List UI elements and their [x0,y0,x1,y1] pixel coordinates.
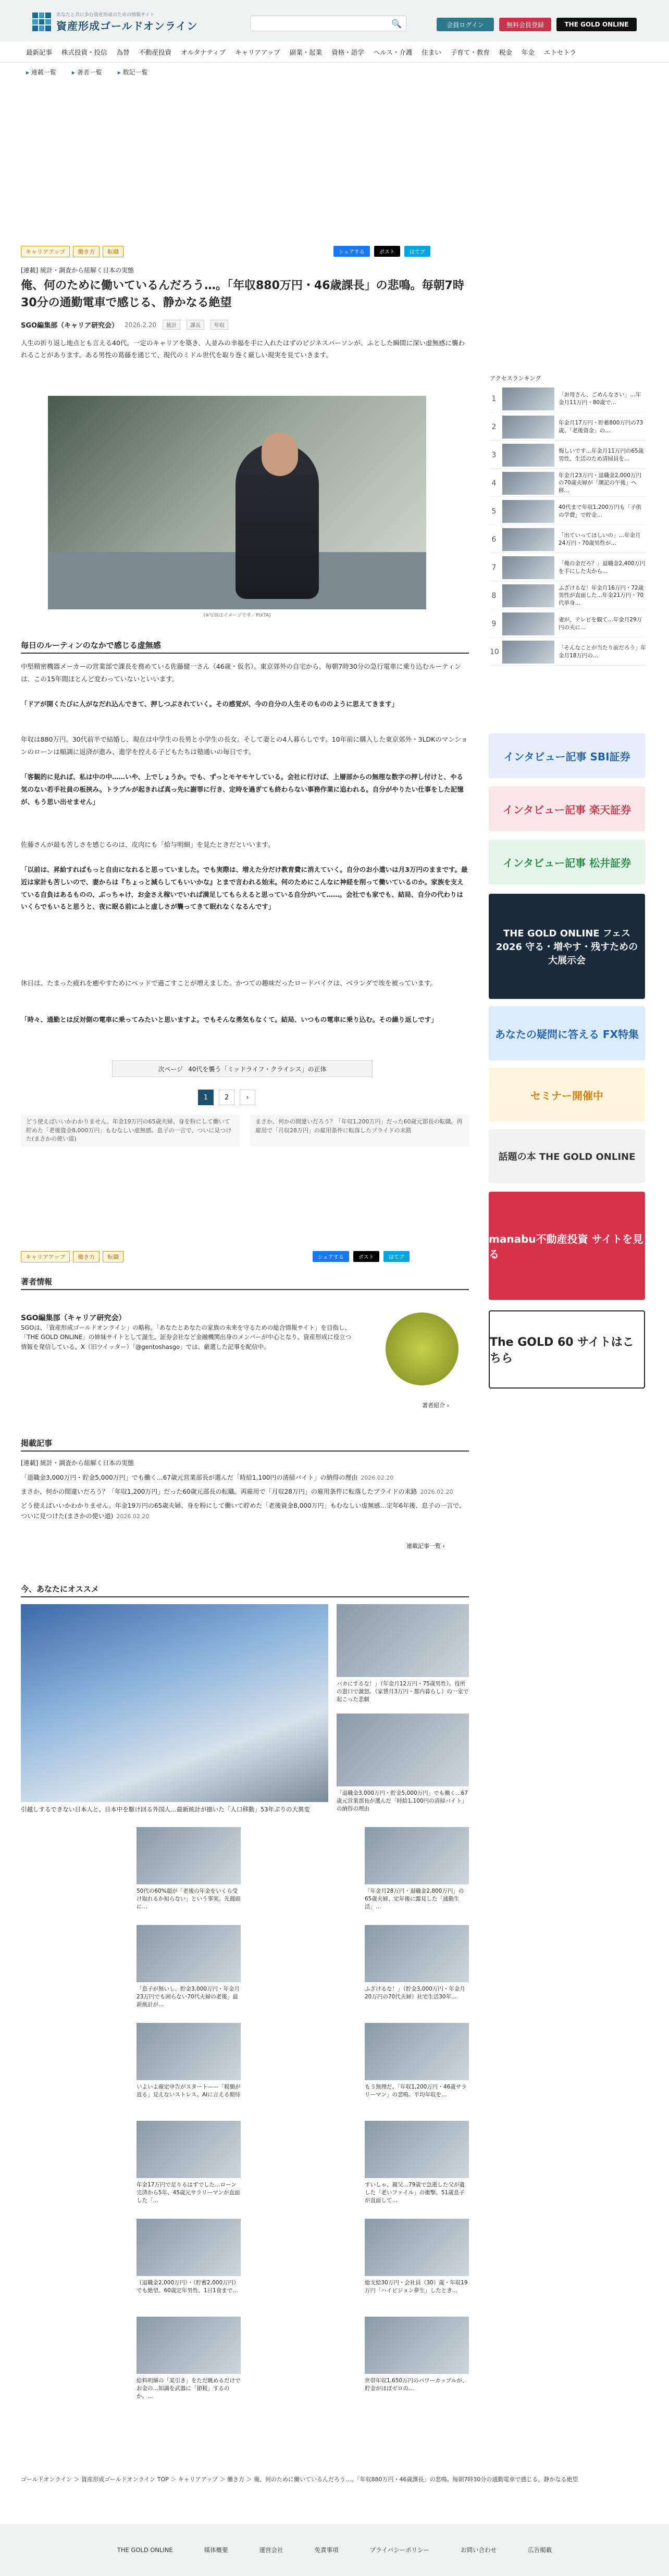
author-name[interactable]: SGO編集部（キャリア研究会） [21,1314,126,1322]
ranking-item[interactable]: 5 40代まで年収1,200万円も「子供の学費」で貯金… [490,498,646,525]
nav-item[interactable]: 最新記事 [26,48,53,56]
publish-date: 2026.2.20 [125,321,157,329]
body-paragraph: 中堅精密機器メーカーの営業部で課長を務めている佐藤健一さん（46歳・仮名）。東京郊外の自宅から、毎朝7時30分の急行電車に乗り込むルーティンは、この15年間ほとんど変わっていないといいます。 [21,662,461,683]
footer-link[interactable]: お問い合わせ [461,2546,497,2554]
nav-item[interactable]: オルタナティブ [181,48,226,56]
ranking-title: ふざけるな！年金月16万円・72歳男性が直面した…年金21万円・70代単身… [559,585,644,606]
nav-item[interactable]: 副業・起業 [289,48,323,56]
gold60-banner[interactable]: The GOLD 60 サイトはこちら [489,1310,645,1389]
nav-item[interactable]: 為替 [116,48,130,56]
sub-nav [26,68,287,80]
hatena-bookmark-button[interactable]: はてブ [383,1251,410,1262]
recommend-thumb[interactable] [365,1925,469,1982]
author-avatar [386,1312,459,1385]
recommend-thumb[interactable] [365,2317,469,2374]
recommend-thumb[interactable] [137,2219,241,2276]
related-heading: 掲載記事 [21,1437,469,1452]
main-nav [0,42,669,62]
ranking-title: 「俺の金だろ？」退職金2,400万円を手にした夫から… [559,560,646,574]
related-date: 2026.02.20 [361,1474,394,1481]
related-title: どう使えばいいかわかりません。年金19万円の65歳夫婦、身を粉にして働いて貯めた「老後資金8,000万円」もむなしい虚無感…定年6年後、息子の一言で、ついに見つけた(まさかの使い道) [21,1502,466,1520]
recommend-title[interactable]: ふざけるな！」（貯金3,000万円・年金月20万円の70代夫婦）社宅生活30年… [365,1986,465,2000]
ranking-thumb [502,641,554,664]
ranking-title: 「お母さん、ごめんなさい」…年金月11万円・80歳で… [559,392,641,406]
article-title: 俺、何のために働いているんだろう…。「年収880万円・46歳課長」の悲鳴。毎朝7時30分の通勤電車で感じる、静かなる絶望 [21,279,464,309]
footer-breadcrumb[interactable]: ゴールドオンライン ＞ 資産形成ゴールドオンライン TOP ＞ キャリアアップ ＞ 働き方 ＞ 俺、何のために働いているんだろう…。「年収880万円・46歳課長」の悲鳴。毎朝7時30分の通勤電車で感じる、静かなる絶望 [21,2476,578,2483]
page-next-icon[interactable]: › [240,1090,255,1105]
page-2[interactable]: 2 [219,1090,234,1105]
ranking-item[interactable]: 4 年金月23万円・退職金2,000万円の70歳夫婦が「潮記の午後」へ移… [490,470,646,497]
tag[interactable]: 転職 [103,1251,123,1262]
recommend-heading: 今、あなたにオススメ [21,1583,469,1597]
tag[interactable]: 転職 [103,246,123,257]
quote-paragraph: 「ドアが開くたびに人がなだれ込んできて、押しつぶされていく。その感覚が、今の自分の人生そのもののように思えてきます」 [21,700,399,708]
recommend-thumb[interactable] [137,2317,241,2374]
ranking-thumb [502,444,554,467]
manabu-banner[interactable]: manabu不動産投資 サイトを見る [489,1192,645,1300]
books-banner[interactable]: 話題の本 THE GOLD ONLINE [489,1129,645,1183]
ranking-item[interactable]: 2 年金月17万円・貯蓄800万円の73歳、「老後資金」の… [490,414,646,441]
tag[interactable]: 働き方 [73,246,100,257]
recommend-title[interactable]: バカにするな！」（年金月12万円・75歳男性）。役所の窓口で激怒。（家賃月3万円・都内暮らし）の一室で起こった悲劇 [337,1681,469,1703]
prev-article-link[interactable]: どう使えばいいかわかりません。年金19万円の65歳夫婦、身を粉にして働いて貯めた「老後資金8,000万円」もむなしい虚無感。息子の一言で、ついに見つけた(まさかの使い道) [21,1115,240,1147]
recommend-thumb[interactable] [137,2121,241,2178]
tag[interactable]: 働き方 [73,1251,100,1262]
ranking-title: 「出ていってほしいの」…年金月24万円・70歳男性が… [559,532,641,546]
recommend-title[interactable]: いよいよ確定申告がスタート——「税額が返る」見えないストレス。AIに言える期待 [137,2084,241,2098]
recommend-title[interactable]: 年金17万円で足りるはずでした…ローン完済から5年、45歳元サラリーマンが直面した「… [137,2182,240,2204]
recommend-title[interactable]: 引越しするできない日本人と。日本中を駆け回る外国人…最新統計が描いた「人口移動」53年ぶりの大異変 [21,1806,311,1813]
related-list [21,1473,469,1521]
x-share-button[interactable]: ポスト [353,1251,379,1262]
recommend-title[interactable]: 「退職金3,000万円・貯金5,000万円」でも働く…67歳元営業部長が選んだ「時給1,100円の清掃バイト」の納得の理由 [337,1790,468,1812]
footer-link[interactable]: プライバシーポリシー [369,2546,430,2554]
recommend-title[interactable]: 世帯年収1,650万円のパワーカップルが、貯金がほぼゼロの… [365,2378,468,2392]
keyword-tag[interactable]: 課長 [187,320,204,330]
related-date: 2026.02.20 [116,1512,150,1520]
recommend-thumb[interactable] [337,1604,469,1677]
nav-item[interactable]: 不動産投資 [139,48,172,56]
prev-next-articles [21,1115,469,1147]
ranking-thumb [502,556,554,579]
ranking-title: 年金月23万円・退職金2,000万円の70歳夫婦が「潮記の午後」へ移… [559,472,641,494]
ranking-thumb [502,500,554,523]
recommend-title[interactable]: 50代の60%超が「老後の年金をいくら受け取れるか知らない」という事実。先週頭に… [137,1888,241,1910]
ranking-thumb [502,612,554,635]
nav-item[interactable]: 資格・語学 [331,48,364,56]
recommend-title[interactable]: （退職金2,000万円）・（貯蓄2,000万円）でも絶望。60歳定年男性、1日1食まで… [137,2280,239,2294]
author-more-link[interactable]: 著者紹介 › [422,1402,449,1409]
footer-link[interactable]: 運営会社 [259,2546,283,2554]
facebook-share-button[interactable]: シェアする [333,246,370,257]
seminar-banner[interactable]: セミナー開催中 [489,1068,645,1122]
ranking-thumb [502,584,554,607]
ranking-item[interactable]: 9 妻が、テレビを観て…年金月29万円の夫に… [490,610,646,637]
recommend-title[interactable]: もう無理だ。「年収1,200万円・46歳サラリーマン」の悲鳴。平均年収を… [365,2084,467,2098]
x-share-button[interactable]: ポスト [374,246,400,257]
pagination [198,1090,255,1105]
site-footer [0,2524,669,2576]
register-button[interactable]: 無料会員登録 [499,18,551,31]
quote-paragraph: 「客観的に見れば、私は中の中……いや、上でしょうか。でも、ずっとモヤモヤしている。会社に行けば、上層部からの無理な数字の押し付けと、やる気のない若手社員の板挟み。トラブルが起きれば真っ先に謝罪に行き、定時を過ぎても終わらない事務作業に追われる。自分がやりたい仕事をした記憶が、もう思い出せません」 [21,773,464,806]
author-link[interactable]: SGO編集部（キャリア研究会） [21,322,119,330]
fx-banner[interactable]: あなたの疑問に答える FX特集 [489,1006,645,1060]
next-article-link[interactable]: まさか、何かの間違いだろう？「年収1,200万円」だった60歳元部長の転職。再雇用で「月収28万円」の雇用条件に転落したプライドの末路 [250,1115,469,1147]
next-page-link[interactable] [112,1060,373,1077]
ranking-thumb [502,416,554,439]
body-paragraph: 年収は880万円。30代前半で結婚し、現在は中学生の長男と小学生の長女。そして妻との4人暮らしです。10年前に購入した東京郊外・3LDKのマンションのローンは順調に返済が進み、進学を控える子どもたちは塾通いの毎日です。 [21,735,468,756]
footer-link[interactable]: 広告掲載 [528,2546,552,2554]
tag[interactable]: キャリアアップ [21,1251,70,1262]
related-item[interactable] [21,1501,469,1521]
recommend-thumb[interactable] [337,1714,469,1786]
nav-item[interactable]: キャリアアップ [235,48,280,56]
recommend-title[interactable]: 給料明細の「某引き」をただ眺めるだけでお金の…知識を武器に「節税」するのか。… [137,2378,241,2400]
ranking-title: 妻が、テレビを観て…年金月29万円の夫に… [559,617,642,631]
recommend-thumb[interactable] [365,2219,469,2276]
article-tags [21,246,123,257]
ranking-item[interactable]: 6 「出ていってほしいの」…年金月24万円・70歳男性が… [490,526,646,553]
recommend-title[interactable]: すいしゃ、親父…79歳で急逝した父が遺した「老いファイル」の衝撃。51歳息子が直面して… [365,2182,465,2204]
facebook-share-button[interactable]: シェアする [313,1251,349,1262]
recommend-thumb[interactable] [137,2023,241,2080]
next-page-title: 40代を襲う「ミッドライフ・クライシス」の正体 [188,1065,327,1073]
recommend-title[interactable]: 「年金月28万円・退職金2,800万円」の65歳夫婦、定年後に露見した「通勤生活」… [365,1888,464,1910]
related-date: 2026.02.20 [420,1489,453,1496]
recommend-thumb[interactable] [365,2121,469,2178]
share-buttons-bottom [313,1251,410,1262]
related-item[interactable] [21,1473,469,1483]
ranking-item[interactable]: 1 「お母さん、ごめんなさい」…年金月11万円・80歳で… [490,385,646,412]
nav-item[interactable]: 子育て・教育 [450,48,490,56]
recommend-title[interactable]: 総支給30万円・会社員（30）歳・年収19万円「ハイビジョン夢生」したとき… [365,2280,468,2294]
logo-name: 資産形成ゴールドオンライン [56,20,198,32]
ranking-title: 「そんなことが当たり前だろう」年金月18万円の… [559,645,646,659]
sbi-banner[interactable]: インタビュー記事 SBI証券 [489,733,645,778]
recommend-thumb[interactable] [137,1827,241,1884]
ranking-title: 40代まで年収1,200万円も「子供の学費」で貯金… [559,504,641,518]
gold-online-button[interactable]: THE GOLD ONLINE [556,18,637,31]
related-series[interactable]: [連載] 統計・調査から紐解く日本の実態 [21,1459,134,1467]
series-label[interactable]: [連載] 統計・調査から紐解く日本の実態 [21,267,134,274]
site-logo[interactable] [32,10,220,33]
search-icon[interactable]: 🔍 [391,19,402,29]
ranking-item[interactable]: 7 「俺の金だろ？」退職金2,400万円を手にした夫から… [490,554,646,581]
ranking-heading: アクセスランキング [490,375,541,382]
quote-paragraph: 「時々、通勤とは反対側の電車に乗ってみたいと思いますよ。でもそんな勇気もなくて。結局、いつもの電車に乗り込む。その繰り返しです」 [21,1016,438,1023]
rakuten-banner[interactable]: インタビュー記事 楽天証券 [489,786,645,831]
logo-tagline: あなたと共に歩む資産形成のための情報サイト [56,12,155,18]
recommend-title[interactable]: 「息子が無いし、貯金3,000万円・年金月23万円でも困らない70代夫婦の老後」最新統計が… [137,1986,240,2008]
related-item[interactable] [21,1487,469,1497]
ranking-item[interactable]: 8 ふざけるな！年金月16万円・72歳男性が直面した…年金21万円・70代単身… [490,582,646,609]
festival-banner[interactable]: THE GOLD ONLINE フェス2026 守る・増やす・残すための大展示会 [489,894,645,999]
share-buttons [333,246,430,257]
page-1[interactable]: 1 [198,1090,214,1105]
author-description: SGOは、「資産形成ゴールドオンライン」の略称。「あなたとあなたの家族の未来を守るための総合情報サイト」を目指し、「THE GOLD ONLINE」の姉妹サイトとして誕生。証券会社など金融機関出身のメンバーが中心となり、資産形成に役立つ情報を発信している。X（旧ツイッター）「@gentoshasgo」では、厳選した記事を配信中。 [21,1324,352,1350]
body-paragraph: 佐藤さんが最も苦しさを感じるのは、皮肉にも「給与明細」を見たときだといいます。 [21,841,275,848]
section-heading: 毎日のルーティンのなかで感じる虚無感 [21,640,469,654]
keyword-tag[interactable]: 統計 [163,320,180,330]
ranking-title: 悔しいです…年金月11万円の65歳男性、生活のため清掃員を… [559,448,644,462]
ranking-thumb [502,387,554,410]
nav-item[interactable]: 税金 [499,48,512,56]
footer-link[interactable]: THE GOLD ONLINE [117,2546,173,2554]
nav-item[interactable]: 住まい [422,48,441,56]
footer-link[interactable]: 免責事項 [314,2546,339,2554]
recommend-feature-image[interactable] [21,1604,328,1802]
hatena-bookmark-button[interactable]: はてブ [404,246,430,257]
nav-item[interactable]: ヘルス・介護 [373,48,413,56]
ranking-title: 年金月17万円・貯蓄800万円の73歳、「老後資金」の… [559,420,643,434]
nav-item[interactable]: 年金 [521,48,535,56]
quote-paragraph: 「以前は、昇給すればもっと自由になれると思っていました。でも実際は、増えた分だけ教育費に消えていく。自分のお小遣いは月3万円のままです。最近は家計も苦しいので、妻からは『ちょっと減らしてもいいかな』とまで言われる始末。何のためにこんなに神経を削って働いているのか。家族を支えている自負はあるものの、ぶっちゃけ、お金さえ稼いでいれば満足してもらえると思っている自分がいて……。会社でも家でも、結局、自分の代わりはいくらでもいると思うと、夜に眠る前にふと虚しさが襲ってきて眠れなくなるんです」 [21,866,468,911]
article-lead: 人生の折り返し地点とも言える40代。一定のキャリアを築き、人並みの幸福を手に入れたはずのビジネスパーソンが、ふとした瞬間に深い虚無感に襲われることがあります。ある男性の葛藤を通じて、現代のミドル世代を取り巻く厳しい現実を見ていきます。 [21,339,465,359]
nav-item[interactable]: エトセトラ [543,48,577,56]
recommend-thumb[interactable] [365,2023,469,2080]
subnav-authors[interactable]: ▸ 著者一覧 [72,68,102,80]
related-title: まさか、何かの間違いだろう？「年収1,200万円」だった60歳元部長の転職。再雇用で「月収28万円」の雇用条件に転落したプライドの末路 [21,1488,417,1496]
logo-mark-icon [32,12,51,31]
hero-image [48,396,426,609]
article-tags-bottom [21,1251,123,1262]
recommend-thumb[interactable] [137,1925,241,1982]
next-page-label: 次ページ [158,1065,183,1073]
ranking-thumb [502,528,554,551]
image-caption: (※写真はイメージです／PIXTA) [203,613,271,618]
ranking-item[interactable]: 10 「そんなことが当たり前だろう」年金月18万円の… [490,639,646,666]
recommend-thumb[interactable] [365,1827,469,1884]
footer-link[interactable]: 媒体概要 [204,2546,228,2554]
subnav-numbers[interactable]: ▸ 数記一覧 [118,68,148,80]
login-button[interactable]: 会員ログイン [437,18,494,31]
search-input[interactable] [250,16,406,31]
tag[interactable]: キャリアアップ [21,246,70,257]
author-box-heading: 著者情報 [21,1276,469,1290]
related-more-link[interactable]: 連載記事一覧 › [406,1543,445,1549]
subnav-series[interactable]: ▸ 連載一覧 [26,68,56,80]
matsui-banner[interactable]: インタビュー記事 松井証券 [489,840,645,884]
ranking-thumb [502,472,554,495]
keyword-tag[interactable]: 年収 [210,320,228,330]
ranking-item[interactable]: 3 悔しいです…年金月11万円の65歳男性、生活のため清掃員を… [490,442,646,469]
body-paragraph: 休日は、たまった疲れを癒やすためにベッドで過ごすことが増えました。かつての趣味だったロードバイクは、ベランダで埃を被っています。 [21,979,437,987]
related-title: 「退職金3,000万円・貯金5,000万円」でも働く…67歳元営業部長が選んだ「時給1,100円の清掃バイト」の納得の理由 [21,1474,358,1481]
author-row [21,320,469,330]
nav-item[interactable]: 株式投資・投信 [61,48,107,56]
